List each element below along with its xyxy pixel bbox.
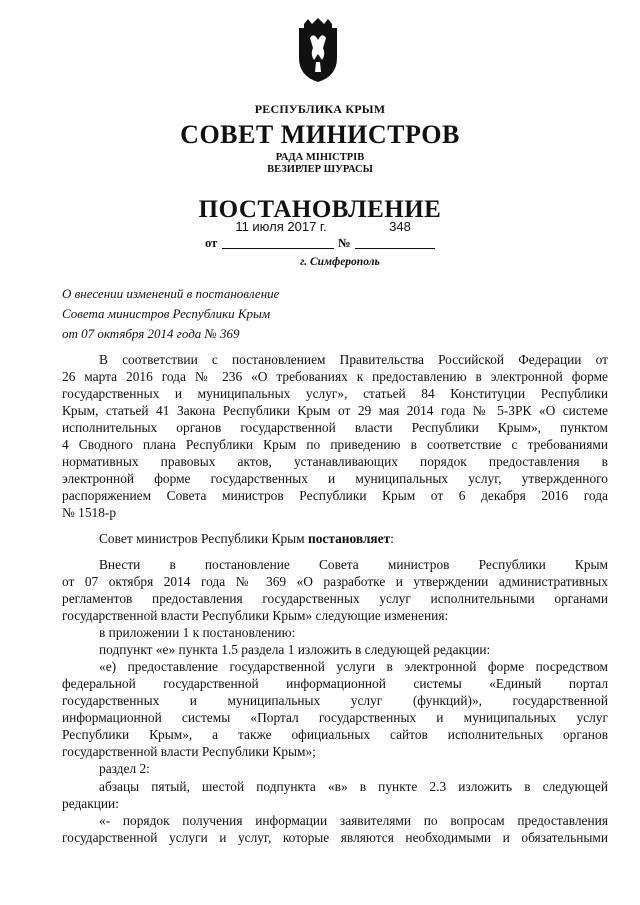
body-line: «- порядок получения информации заявителями по вопросам предоставления: [99, 813, 608, 828]
resolution-text: Совет министров Республики Крым: [99, 531, 308, 546]
body-line: Крым, статьей 41 Закона Республики Крым от 29 мая 2014 года № 5-ЗРК «О системе: [62, 403, 608, 418]
body-line: 4 Сводного плана Республики Крым по приведению в соответствие с требованиями: [62, 437, 608, 452]
body-line: в приложении 1 к постановлению:: [99, 625, 296, 640]
body-line: государственных и муниципальных услуг», статьей 84 Конституции Республики: [62, 386, 608, 401]
body-line: «е) предоставление государственной услуги в электронной форме посредством: [99, 659, 608, 674]
body-line: Республики Крым», а также официальных сайтов исполнительных органов: [62, 727, 608, 742]
council-title: СОВЕТ МИНИСТРОВ: [180, 120, 460, 149]
body-line: раздел 2:: [99, 761, 150, 776]
council-title-crimean-tatar: ВЕЗИРЛЕР ШУРАСЫ: [267, 164, 373, 175]
body-line: нормативных правовых актов, устанавливающих порядок предоставления в: [62, 454, 608, 469]
document-date: 11 июля 2017 г.: [235, 219, 327, 234]
date-underline: [222, 248, 334, 249]
body-line: регламентов предоставления государственных услуг исполнительными органами: [62, 591, 608, 606]
number-prefix: №: [338, 236, 351, 250]
crimea-coat-of-arms-icon: [296, 18, 340, 84]
resolution-line: [99, 531, 608, 547]
body-line: распоряжением Совета министров Республики Крым от 6 декабря 2016 года: [62, 488, 608, 503]
republic-name: РЕСПУБЛИКА КРЫМ: [254, 102, 386, 116]
document-type: ПОСТАНОВЛЕНИЕ: [198, 196, 442, 223]
city: г. Симферополь: [300, 256, 380, 268]
document-subject: [62, 284, 442, 344]
body-line: федеральной государственной информационной системы «Единый портал: [62, 676, 608, 691]
council-title-ukrainian: РАДА МІНІСТРІВ: [275, 152, 365, 163]
body-line: электронной форме государственных и муниципальных услуг, утвержденного: [62, 471, 608, 486]
body-line: редакции:: [62, 796, 119, 811]
body-line: В соответствии с постановлением Правительства Российской Федерации от: [99, 352, 608, 367]
body-line: 26 марта 2016 года № 236 «О требованиях к предоставлению в электронной форме: [62, 369, 608, 384]
number-underline: [355, 248, 435, 249]
body-line: государственной власти Республики Крым»;: [62, 744, 316, 759]
resolution-verb: постановляет: [307, 531, 391, 546]
body-line: подпункт «е» пункта 1.5 раздела 1 изложить в следующей редакции:: [99, 642, 491, 657]
body-line: государственной власти Республики Крым» следующие изменения:: [62, 608, 449, 623]
subject-line: О внесении изменений в постановление: [62, 286, 280, 301]
document-number: 348: [389, 219, 411, 234]
body-line: Внести в постановление Совета министров Республики Крым: [99, 557, 608, 572]
date-prefix: от: [205, 236, 218, 250]
resolution-colon: :: [390, 531, 394, 546]
body-line: № 1518-р: [62, 505, 117, 520]
body-line: от 07 октября 2014 года № 369 «О разработке и утверждении административных: [62, 574, 608, 589]
body-line: государственных и муниципальных услуг (функций)», государственной: [62, 693, 608, 708]
subject-line: от 07 октября 2014 года № 369: [62, 326, 240, 341]
body-line: государственной услуги и услуг, которые являются необходимыми и обязательными: [62, 830, 608, 845]
date-number-line: [205, 219, 445, 252]
subject-line: Совета министров Республики Крым: [62, 306, 271, 321]
body-line: информационной системы «Портал государственных и муниципальных услуг: [62, 710, 608, 725]
body-line: абзацы пятый, шестой подпункта «в» в пункте 2.3 изложить в следующей: [99, 779, 608, 794]
body-line: исполнительных органов государственной власти Республики Крым», пунктом: [62, 420, 608, 435]
